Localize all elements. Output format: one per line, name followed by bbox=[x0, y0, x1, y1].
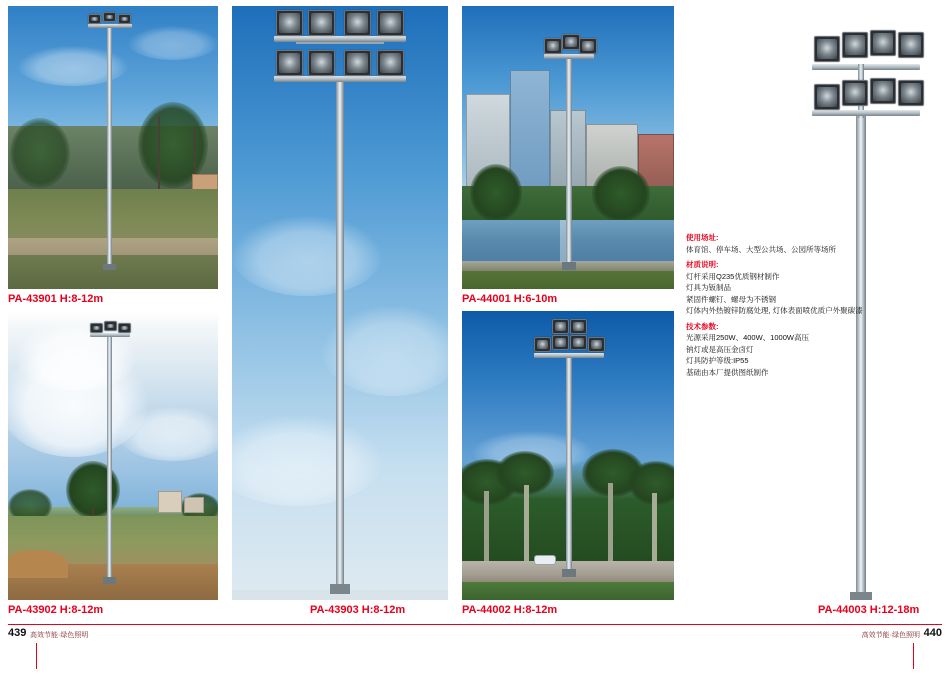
lamp-pole bbox=[566, 357, 572, 573]
flood-lamp bbox=[562, 34, 580, 50]
building-shape bbox=[184, 497, 204, 513]
flood-lamp bbox=[570, 335, 587, 350]
spec-material-heading: 材质说明: bbox=[686, 260, 719, 269]
pole-base bbox=[562, 262, 576, 270]
product-photo-44001 bbox=[462, 6, 674, 289]
palm-trunk bbox=[484, 491, 489, 567]
flood-lamp bbox=[588, 337, 605, 352]
product-photo-43901 bbox=[8, 6, 218, 289]
spec-material-line: 灯具为钣制品 bbox=[686, 283, 731, 292]
spec-material-line: 灯体内外热镀锌防腐处理, 灯体表面喷优质户外聚碳漆 bbox=[686, 306, 863, 315]
pole-base bbox=[850, 592, 872, 600]
footer-tick-left bbox=[36, 643, 37, 669]
pole-base bbox=[330, 584, 350, 594]
flood-lamp bbox=[544, 38, 562, 54]
tree-shape bbox=[10, 118, 70, 188]
lamp-crossarm bbox=[90, 333, 130, 337]
flood-lamp bbox=[104, 321, 117, 331]
footer-slogan-right: 高效节能·绿色照明 bbox=[861, 632, 920, 639]
spec-usage-heading: 使用场址: bbox=[686, 233, 719, 242]
pole-base bbox=[562, 569, 576, 577]
footer-divider bbox=[8, 624, 942, 625]
caption-43903: PA-43903 H:8-12m bbox=[310, 604, 406, 616]
flood-lamp bbox=[870, 30, 896, 56]
flood-lamp bbox=[552, 319, 569, 334]
ground-shadow bbox=[8, 255, 218, 289]
lamp-pole bbox=[107, 337, 112, 581]
lamp-pole bbox=[336, 80, 344, 592]
dirt-mound bbox=[8, 550, 68, 578]
footer-slogan-left: 高效节能·绿色照明 bbox=[30, 632, 89, 639]
flood-lamp bbox=[276, 10, 303, 36]
flood-lamp bbox=[898, 80, 924, 106]
spec-material-line: 灯杆采用Q235优质钢材制作 bbox=[686, 271, 780, 281]
spec-material-line: 紧固件螺钉、螺母为不锈钢 bbox=[686, 294, 776, 304]
building-shape bbox=[158, 491, 182, 513]
flood-lamp bbox=[308, 50, 335, 76]
flood-lamp bbox=[344, 10, 371, 36]
palm-trunk bbox=[608, 483, 613, 567]
flood-lamp bbox=[377, 10, 404, 36]
flood-lamp bbox=[118, 14, 131, 24]
flood-lamp bbox=[90, 323, 103, 333]
cloud-shape bbox=[128, 26, 218, 60]
flood-lamp bbox=[308, 10, 335, 36]
cloud-shape bbox=[118, 407, 218, 461]
spec-usage-line: 体育馆、停车场、大型公共场、公园所等场所 bbox=[686, 244, 836, 254]
lamp-pole bbox=[107, 28, 112, 268]
bare-tree bbox=[158, 116, 160, 196]
pole-base bbox=[103, 264, 116, 270]
flood-lamp bbox=[88, 14, 101, 24]
tree-shape bbox=[592, 166, 650, 222]
footer-tick-right bbox=[913, 643, 914, 669]
flood-lamp bbox=[534, 337, 551, 352]
lamp-crossarm bbox=[544, 54, 594, 59]
spec-tech-line: 钠灯或是高压金卤灯 bbox=[686, 344, 754, 354]
page-number-right: 440 bbox=[923, 627, 942, 639]
lamp-crossarm bbox=[534, 353, 604, 358]
product-photo-44002 bbox=[462, 311, 674, 600]
spec-tech-heading: 技术参数: bbox=[686, 321, 719, 331]
pole-brace bbox=[296, 42, 384, 44]
spec-tech-line: 基础由本厂提供图纸制作 bbox=[686, 367, 769, 377]
lamp-crossarm bbox=[812, 64, 920, 70]
palm-trunk bbox=[524, 485, 529, 567]
lamp-pole bbox=[566, 58, 572, 266]
cloud-shape bbox=[232, 216, 382, 296]
flood-lamp bbox=[814, 36, 840, 62]
caption-43902: PA-43902 H:8-12m bbox=[8, 604, 104, 616]
lamp-crossarm bbox=[88, 24, 132, 28]
flood-lamp bbox=[814, 84, 840, 110]
palm-trunk bbox=[652, 493, 657, 567]
product-photo-43902 bbox=[8, 311, 218, 600]
flood-lamp bbox=[898, 32, 924, 58]
flood-lamp bbox=[377, 50, 404, 76]
flood-lamp bbox=[118, 323, 131, 333]
flood-lamp bbox=[103, 12, 116, 22]
lamp-crossarm bbox=[274, 76, 406, 82]
page-number-left: 439 bbox=[8, 627, 27, 639]
flood-lamp bbox=[842, 80, 868, 106]
flood-lamp bbox=[579, 38, 597, 54]
ground-area bbox=[462, 582, 674, 600]
flood-lamp bbox=[870, 78, 896, 104]
flood-lamp bbox=[552, 335, 569, 350]
caption-44001: PA-44001 H:6-10m bbox=[462, 293, 558, 305]
pole-base bbox=[103, 577, 116, 584]
caption-44002: PA-44002 H:8-12m bbox=[462, 604, 558, 616]
car-shape bbox=[534, 555, 556, 565]
caption-44003: PA-44003 H:12-18m bbox=[818, 604, 920, 616]
spec-tech-line: 灯具防护等级:IP55 bbox=[686, 356, 749, 365]
tree-shape bbox=[470, 164, 522, 222]
flood-lamp bbox=[344, 50, 371, 76]
flood-lamp bbox=[842, 32, 868, 58]
spec-text-block bbox=[686, 232, 906, 378]
spec-tech-line: 光源采用250W、400W、1000W高压 bbox=[686, 333, 809, 342]
flood-lamp bbox=[570, 319, 587, 334]
product-photo-43903 bbox=[232, 6, 448, 600]
flood-lamp bbox=[276, 50, 303, 76]
lamp-crossarm bbox=[812, 110, 920, 116]
caption-43901: PA-43901 H:8-12m bbox=[8, 293, 104, 305]
